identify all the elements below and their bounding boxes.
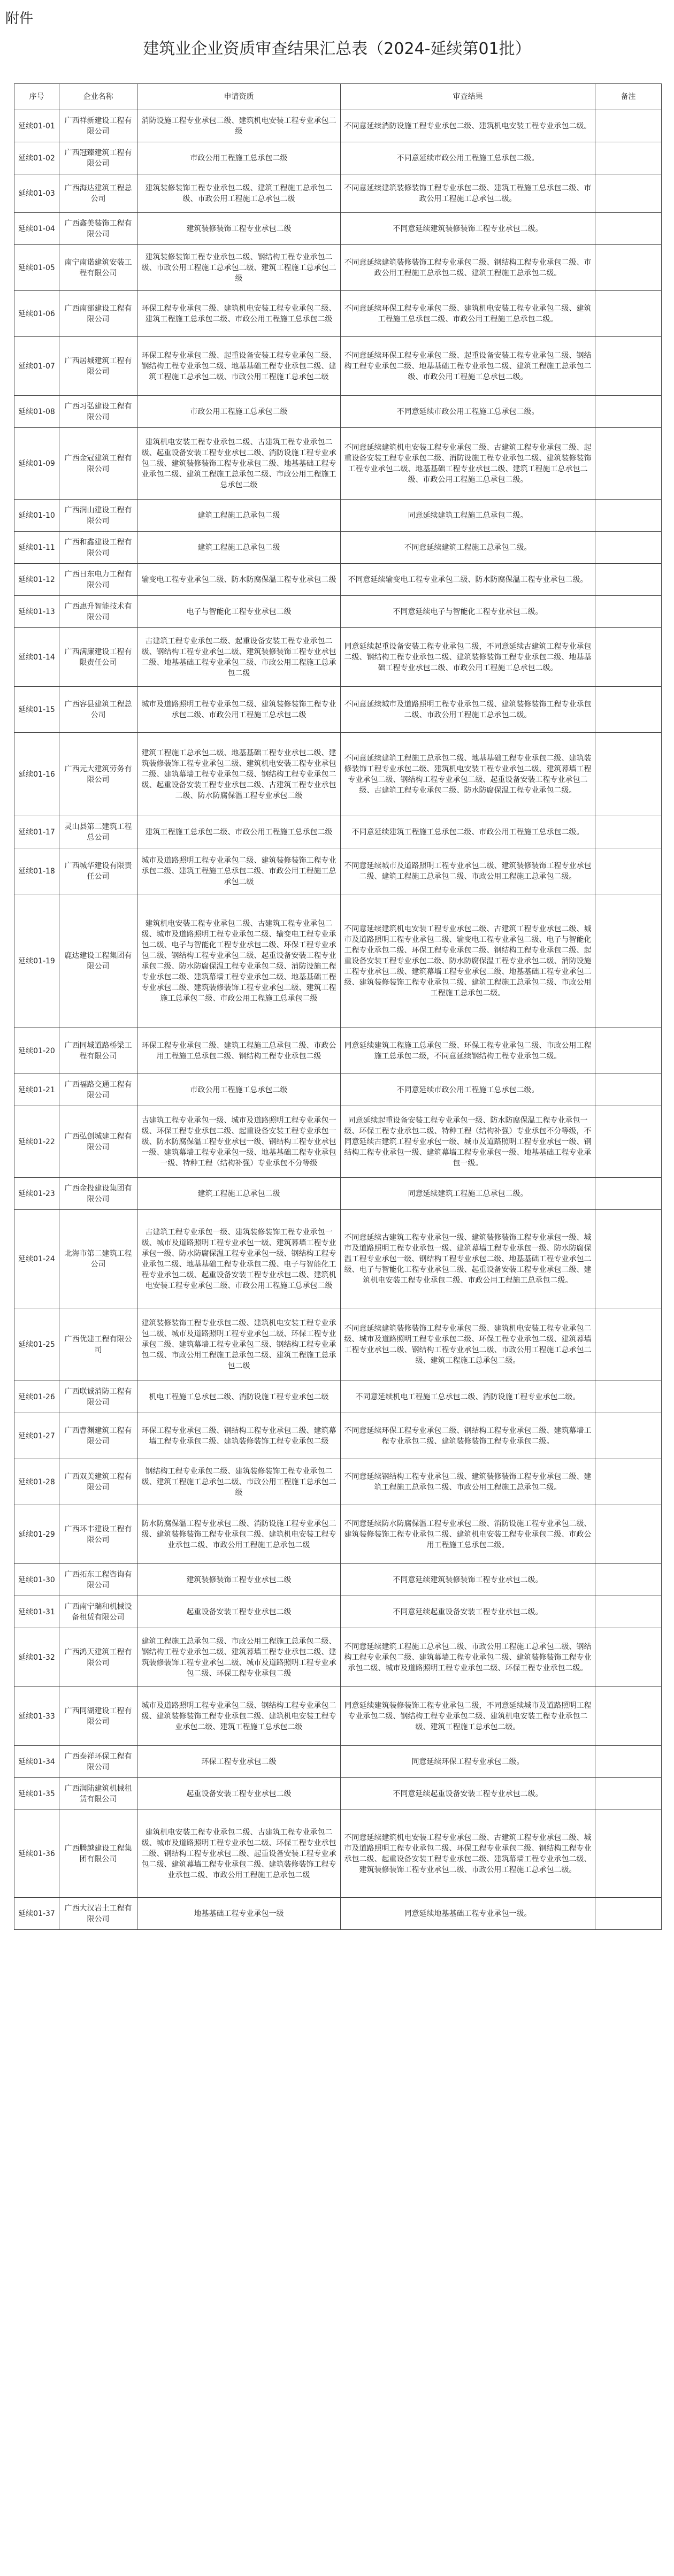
cell-index: 延续01-20 bbox=[14, 1028, 59, 1074]
cell-remark bbox=[595, 596, 662, 628]
cell-result: 不同意延续环保工程专业承包二级、钢结构工程专业承包二级、建筑幕墙工程专业承包二级、建筑装修装饰工程专业承包二级。 bbox=[341, 1413, 595, 1459]
cell-applied: 建筑装修装饰工程专业承包二级、钢结构工程专业承包二级、市政公用工程施工总承包二级、建筑工程施工总承包二级 bbox=[137, 245, 341, 291]
cell-company: 广西海达建筑工程总公司 bbox=[59, 174, 137, 213]
cell-result: 同意延续环保工程专业承包二级。 bbox=[341, 1746, 595, 1778]
table-row bbox=[14, 1381, 662, 1413]
cell-applied: 输变电工程专业承包二级、防水防腐保温工程专业承包二级 bbox=[137, 564, 341, 596]
table-row bbox=[14, 1505, 662, 1564]
cell-index: 延续01-28 bbox=[14, 1459, 59, 1505]
cell-applied: 建筑装修装饰工程专业承包二级 bbox=[137, 213, 341, 245]
cell-company: 广西环丰建设工程有限公司 bbox=[59, 1505, 137, 1564]
cell-applied: 建筑工程施工总承包二级、市政公用工程施工总承包二级、钢结构工程专业承包二级、建筑幕墙工程专业承包二级、建筑装修装饰工程专业承包二级、城市及道路照明工程专业承包二级、环保工程专业承包二级 bbox=[137, 1628, 341, 1687]
cell-company: 广西居城建筑工程有限公司 bbox=[59, 337, 137, 396]
cell-applied: 环保工程专业承包二级、钢结构工程专业承包二级、建筑幕墙工程专业承包二级、建筑装修装饰工程专业承包二级 bbox=[137, 1413, 341, 1459]
cell-index: 延续01-26 bbox=[14, 1381, 59, 1413]
cell-applied: 建筑工程施工总承包二级、市政公用工程施工总承包二级 bbox=[137, 816, 341, 848]
table-row bbox=[14, 1459, 662, 1505]
cell-remark bbox=[595, 1459, 662, 1505]
cell-company: 广西城华建设有限责任公司 bbox=[59, 848, 137, 894]
results-table bbox=[14, 83, 662, 1930]
header-result: 审查结果 bbox=[341, 84, 595, 110]
attachment-label: 附件 bbox=[5, 11, 34, 27]
cell-result: 不同意延续电子与智能化工程专业承包二级。 bbox=[341, 596, 595, 628]
cell-applied: 防水防腐保温工程专业承包二级、消防设施工程专业承包二级、建筑装修装饰工程专业承包二级、建筑机电安装工程专业承包二级、市政公用工程施工总承包二级 bbox=[137, 1505, 341, 1564]
cell-remark bbox=[595, 1210, 662, 1308]
cell-remark bbox=[595, 628, 662, 687]
cell-applied: 环保工程专业承包二级、起重设备安装工程专业承包二级、钢结构工程专业承包二级、地基基础工程专业承包二级、建筑工程施工总承包二级、市政公用工程施工总承包二级 bbox=[137, 337, 341, 396]
cell-remark bbox=[595, 1074, 662, 1106]
table-row bbox=[14, 1596, 662, 1628]
cell-result: 不同意延续市政公用工程施工总承包二级。 bbox=[341, 1074, 595, 1106]
cell-applied: 建筑工程施工总承包二级、地基基础工程专业承包二级、建筑装修装饰工程专业承包二级、建筑机电安装工程专业承包二级、建筑幕墙工程专业承包二级、钢结构工程专业承包二级、起重设备安装工程专业承包二级、古建筑工程专业承包二级、防水防腐保温工程专业承包二级 bbox=[137, 733, 341, 816]
cell-result: 不同意延续建筑工程施工总承包二级、市政公用工程施工总承包二级、钢结构工程专业承包二级、建筑幕墙工程专业承包二级、建筑装修装饰工程专业承包二级、城市及道路照明工程专业承包二级、环保工程专业承包二级。 bbox=[341, 1628, 595, 1687]
cell-remark bbox=[595, 1178, 662, 1210]
cell-index: 延续01-14 bbox=[14, 628, 59, 687]
cell-company: 广西同湖建设工程有限公司 bbox=[59, 1687, 137, 1746]
cell-index: 延续01-06 bbox=[14, 291, 59, 337]
cell-remark bbox=[595, 1596, 662, 1628]
table-row bbox=[14, 1898, 662, 1930]
cell-applied: 建筑装修装饰工程专业承包二级 bbox=[137, 1564, 341, 1596]
cell-remark bbox=[595, 1810, 662, 1898]
table-row bbox=[14, 1413, 662, 1459]
table-row bbox=[14, 174, 662, 213]
cell-company: 鹿达建设工程集团有限公司 bbox=[59, 894, 137, 1028]
cell-applied: 建筑装修装饰工程专业承包二级、建筑机电安装工程专业承包二级、城市及道路照明工程专业承包二级、环保工程专业承包二级、建筑幕墙工程专业承包二级、钢结构工程专业承包二级、市政公用工程施工总承包二级、建筑工程施工总承包二级 bbox=[137, 1308, 341, 1381]
cell-remark bbox=[595, 894, 662, 1028]
cell-result: 不同意延续古建筑工程专业承包一级、建筑装修装饰工程专业承包一级、城市及道路照明工程专业承包一级、建筑幕墙工程专业承包一级、防水防腐保温工程专业承包一级、钢结构工程专业承包二级、地基基础工程专业承包二级、电子与智能化工程专业承包二级、起重设备安装工程专业承包二级、建筑机电安装工程专业承包二级、市政公用工程施工总承包二级。 bbox=[341, 1210, 595, 1308]
table-row bbox=[14, 142, 662, 174]
cell-applied: 城市及道路照明工程专业承包二级、钢结构工程专业承包二级、建筑装修装饰工程专业承包二级、建筑机电安装工程专业承包二级、建筑工程施工总承包二级 bbox=[137, 1687, 341, 1746]
cell-remark bbox=[595, 1746, 662, 1778]
cell-company: 广西腾越建设工程集团有限公司 bbox=[59, 1810, 137, 1898]
cell-applied: 环保工程专业承包二级 bbox=[137, 1746, 341, 1778]
table-row bbox=[14, 1687, 662, 1746]
cell-result: 不同意延续环保工程专业承包二级、建筑机电安装工程专业承包二级、建筑工程施工总承包二级、市政公用工程施工总承包二级。 bbox=[341, 291, 595, 337]
table-body bbox=[14, 110, 662, 1930]
cell-remark bbox=[595, 396, 662, 428]
table-row bbox=[14, 628, 662, 687]
cell-applied: 消防设施工程专业承包二级、建筑机电安装工程专业承包二级 bbox=[137, 110, 341, 142]
table-row bbox=[14, 1210, 662, 1308]
cell-applied: 起重设备安装工程专业承包二级 bbox=[137, 1778, 341, 1810]
cell-index: 延续01-33 bbox=[14, 1687, 59, 1746]
cell-company: 广西容县建筑工程总公司 bbox=[59, 687, 137, 733]
cell-company: 广西惠升智能技术有限公司 bbox=[59, 596, 137, 628]
cell-result: 不同意延续环保工程专业承包二级、起重设备安装工程专业承包二级、钢结构工程专业承包二级、地基基础工程专业承包二级、建筑工程施工总承包二级、市政公用工程施工总承包二级。 bbox=[341, 337, 595, 396]
cell-company: 广西润山建设工程有限公司 bbox=[59, 500, 137, 532]
table-row bbox=[14, 1628, 662, 1687]
cell-result: 不同意延续城市及道路照明工程专业承包二级、建筑装修装饰工程专业承包二级、建筑工程施工总承包二级、市政公用工程施工总承包二级。 bbox=[341, 848, 595, 894]
cell-applied: 建筑装修装饰工程专业承包二级、建筑工程施工总承包二级、市政公用工程施工总承包二级 bbox=[137, 174, 341, 213]
cell-company: 南宁南诺建筑安装工程有限公司 bbox=[59, 245, 137, 291]
cell-index: 延续01-34 bbox=[14, 1746, 59, 1778]
cell-remark bbox=[595, 848, 662, 894]
table-row bbox=[14, 213, 662, 245]
table-row bbox=[14, 894, 662, 1028]
cell-company: 广西和鑫建设工程有限公司 bbox=[59, 532, 137, 564]
cell-result: 同意延续建筑装修装饰工程专业承包二级，不同意延续城市及道路照明工程专业承包二级、钢结构工程专业承包二级、建筑机电安装工程专业承包二级、建筑工程施工总承包二级。 bbox=[341, 1687, 595, 1746]
cell-applied: 建筑工程施工总承包二级 bbox=[137, 532, 341, 564]
cell-remark bbox=[595, 564, 662, 596]
cell-remark bbox=[595, 1413, 662, 1459]
cell-company: 灵山县第二建筑工程总公司 bbox=[59, 816, 137, 848]
cell-applied: 古建筑工程专业承包二级、起重设备安装工程专业承包二级、钢结构工程专业承包二级、建筑装修装饰工程专业承包二级、地基基础工程专业承包二级、市政公用工程施工总承包二级 bbox=[137, 628, 341, 687]
cell-company: 广西曹渊建筑工程有限公司 bbox=[59, 1413, 137, 1459]
cell-index: 延续01-35 bbox=[14, 1778, 59, 1810]
table-row bbox=[14, 733, 662, 816]
cell-applied: 建筑工程施工总承包二级 bbox=[137, 1178, 341, 1210]
cell-result: 不同意延续建筑工程施工总承包二级。 bbox=[341, 532, 595, 564]
cell-result: 不同意延续建筑装修装饰工程专业承包二级、建筑工程施工总承包二级、市政公用工程施工总承包二级。 bbox=[341, 174, 595, 213]
table-row bbox=[14, 245, 662, 291]
cell-remark bbox=[595, 213, 662, 245]
cell-result: 同意延续建筑工程施工总承包二级。 bbox=[341, 1178, 595, 1210]
header-index: 序号 bbox=[14, 84, 59, 110]
table-row bbox=[14, 1106, 662, 1178]
header-applied: 申请资质 bbox=[137, 84, 341, 110]
table-row bbox=[14, 596, 662, 628]
cell-result: 不同意延续城市及道路照明工程专业承包二级、建筑装修装饰工程专业承包二级、市政公用工程施工总承包二级。 bbox=[341, 687, 595, 733]
cell-remark bbox=[595, 1628, 662, 1687]
header-remark: 备注 bbox=[595, 84, 662, 110]
cell-company: 广西冠臻建筑工程有限公司 bbox=[59, 142, 137, 174]
cell-index: 延续01-17 bbox=[14, 816, 59, 848]
cell-result: 不同意延续防水防腐保温工程专业承包二级、消防设施工程专业承包二级、建筑装修装饰工程专业承包二级、建筑机电安装工程专业承包二级、市政公用工程施工总承包二级。 bbox=[341, 1505, 595, 1564]
cell-result: 不同意延续起重设备安装工程专业承包二级。 bbox=[341, 1778, 595, 1810]
cell-index: 延续01-01 bbox=[14, 110, 59, 142]
cell-index: 延续01-32 bbox=[14, 1628, 59, 1687]
cell-remark bbox=[595, 1308, 662, 1381]
cell-index: 延续01-15 bbox=[14, 687, 59, 733]
cell-applied: 古建筑工程专业承包一级、建筑装修装饰工程专业承包一级、城市及道路照明工程专业承包一级、建筑幕墙工程专业承包一级、防水防腐保温工程专业承包一级、钢结构工程专业承包二级、地基基础工程专业承包二级、电子与智能化工程专业承包二级、起重设备安装工程专业承包二级、建筑机电安装工程专业承包二级、市政公用工程施工总承包二级 bbox=[137, 1210, 341, 1308]
cell-company: 广西日东电力工程有限公司 bbox=[59, 564, 137, 596]
cell-index: 延续01-22 bbox=[14, 1106, 59, 1178]
cell-company: 广西泰祥环保工程有限公司 bbox=[59, 1746, 137, 1778]
cell-applied: 起重设备安装工程专业承包二级 bbox=[137, 1596, 341, 1628]
table-row bbox=[14, 1746, 662, 1778]
cell-index: 延续01-10 bbox=[14, 500, 59, 532]
cell-remark bbox=[595, 245, 662, 291]
table-row bbox=[14, 687, 662, 733]
cell-applied: 建筑机电安装工程专业承包二级、古建筑工程专业承包二级、城市及道路照明工程专业承包二级、输变电工程专业承包二级、电子与智能化工程专业承包二级、环保工程专业承包二级、钢结构工程专业承包二级、起重设备安装工程专业承包二级、防水防腐保温工程专业承包二级、消防设施工程专业承包二级、建筑幕墙工程专业承包二级、地基基础工程专业承包二级、建筑装修装饰工程专业承包二级、建筑工程施工总承包二级、市政公用工程施工总承包二级 bbox=[137, 894, 341, 1028]
cell-index: 延续01-03 bbox=[14, 174, 59, 213]
cell-result: 不同意延续建筑装修装饰工程专业承包二级。 bbox=[341, 1564, 595, 1596]
cell-index: 延续01-18 bbox=[14, 848, 59, 894]
cell-result: 不同意延续消防设施工程专业承包二级、建筑机电安装工程专业承包二级。 bbox=[341, 110, 595, 142]
table-row bbox=[14, 500, 662, 532]
table-row bbox=[14, 396, 662, 428]
cell-company: 广西优建工程有限公司 bbox=[59, 1308, 137, 1381]
table-row bbox=[14, 428, 662, 500]
cell-result: 不同意延续机电工程施工总承包二级、消防设施工程专业承包二级。 bbox=[341, 1381, 595, 1413]
cell-remark bbox=[595, 532, 662, 564]
cell-remark bbox=[595, 500, 662, 532]
cell-company: 广西元大建筑劳务有限公司 bbox=[59, 733, 137, 816]
cell-applied: 机电工程施工总承包二级、消防设施工程专业承包二级 bbox=[137, 1381, 341, 1413]
cell-applied: 电子与智能化工程专业承包二级 bbox=[137, 596, 341, 628]
cell-remark bbox=[595, 733, 662, 816]
cell-remark bbox=[595, 1028, 662, 1074]
cell-company: 广西祥新建设工程有限公司 bbox=[59, 110, 137, 142]
cell-index: 延续01-27 bbox=[14, 1413, 59, 1459]
cell-index: 延续01-29 bbox=[14, 1505, 59, 1564]
cell-result: 同意延续起重设备安装工程专业承包二级，不同意延续古建筑工程专业承包二级、钢结构工程专业承包二级、建筑装修装饰工程专业承包二级、地基基础工程专业承包二级、市政公用工程施工总承包二级。 bbox=[341, 628, 595, 687]
cell-index: 延续01-16 bbox=[14, 733, 59, 816]
cell-applied: 建筑机电安装工程专业承包二级、古建筑工程专业承包二级、起重设备安装工程专业承包二级、消防设施工程专业承包二级、建筑装修装饰工程专业承包二级、地基基础工程专业承包二级、建筑工程施工总承包二级、市政公用工程施工总承包二级 bbox=[137, 428, 341, 500]
cell-result: 不同意延续建筑装修装饰工程专业承包二级、建筑机电安装工程专业承包二级、城市及道路照明工程专业承包二级、环保工程专业承包二级、建筑幕墙工程专业承包二级、钢结构工程专业承包二级、市政公用工程施工总承包二级、建筑工程施工总承包二级。 bbox=[341, 1308, 595, 1381]
cell-index: 延续01-07 bbox=[14, 337, 59, 396]
cell-applied: 地基基础工程专业承包一级 bbox=[137, 1898, 341, 1930]
table-row bbox=[14, 1564, 662, 1596]
cell-index: 延续01-21 bbox=[14, 1074, 59, 1106]
cell-remark bbox=[595, 687, 662, 733]
cell-applied: 城市及道路照明工程专业承包二级、建筑装修装饰工程专业承包二级、市政公用工程施工总承包二级 bbox=[137, 687, 341, 733]
cell-applied: 环保工程专业承包二级、建筑工程施工总承包二级、市政公用工程施工总承包二级、钢结构工程专业承包二级 bbox=[137, 1028, 341, 1074]
cell-index: 延续01-19 bbox=[14, 894, 59, 1028]
cell-remark bbox=[595, 1106, 662, 1178]
table-row bbox=[14, 1778, 662, 1810]
cell-company: 广西习弘建设工程有限公司 bbox=[59, 396, 137, 428]
cell-company: 广西福路交通工程有限公司 bbox=[59, 1074, 137, 1106]
header-company: 企业名称 bbox=[59, 84, 137, 110]
cell-company: 广西大汉岩土工程有限公司 bbox=[59, 1898, 137, 1930]
page-title: 建筑业企业资质审查结果汇总表（2024-延续第01批） bbox=[143, 40, 531, 58]
cell-result: 不同意延续钢结构工程专业承包二级、建筑装修装饰工程专业承包二级、建筑工程施工总承包二级、市政公用工程施工总承包二级。 bbox=[341, 1459, 595, 1505]
cell-applied: 钢结构工程专业承包二级、建筑装修装饰工程专业承包二级、建筑工程施工总承包二级、市政公用工程施工总承包二级 bbox=[137, 1459, 341, 1505]
table-row bbox=[14, 1810, 662, 1898]
cell-company: 北海市第二建筑工程公司 bbox=[59, 1210, 137, 1308]
table-header-row bbox=[14, 84, 662, 110]
cell-index: 延续01-37 bbox=[14, 1898, 59, 1930]
cell-applied: 古建筑工程专业承包一级、城市及道路照明工程专业承包一级、环保工程专业承包二级、起重设备安装工程专业承包一级、防水防腐保温工程专业承包一级、钢结构工程专业承包一级、建筑幕墙工程专业承包一级、地基基础工程专业承包一级、特种工程（结构补强）专业承包不分等级 bbox=[137, 1106, 341, 1178]
cell-result: 不同意延续建筑装修装饰工程专业承包二级。 bbox=[341, 213, 595, 245]
cell-company: 广西双美建筑工程有限公司 bbox=[59, 1459, 137, 1505]
cell-index: 延续01-08 bbox=[14, 396, 59, 428]
table-row bbox=[14, 848, 662, 894]
cell-index: 延续01-31 bbox=[14, 1596, 59, 1628]
cell-company: 广西金冠建筑工程有限公司 bbox=[59, 428, 137, 500]
table-row bbox=[14, 816, 662, 848]
cell-remark bbox=[595, 291, 662, 337]
cell-remark bbox=[595, 1564, 662, 1596]
cell-index: 延续01-04 bbox=[14, 213, 59, 245]
cell-applied: 城市及道路照明工程专业承包二级、建筑装修装饰工程专业承包二级、建筑工程施工总承包二级、市政公用工程施工总承包二级 bbox=[137, 848, 341, 894]
cell-company: 广西满廉建设工程有限责任公司 bbox=[59, 628, 137, 687]
cell-result: 不同意延续建筑机电安装工程专业承包二级、古建筑工程专业承包二级、城市及道路照明工程专业承包二级、环保工程专业承包二级、钢结构工程专业承包二级、起重设备安装工程专业承包二级、建筑幕墙工程专业承包二级、建筑装修装饰工程专业承包二级、市政公用工程施工总承包二级。 bbox=[341, 1810, 595, 1898]
cell-index: 延续01-23 bbox=[14, 1178, 59, 1210]
cell-remark bbox=[595, 816, 662, 848]
cell-applied: 建筑机电安装工程专业承包二级、古建筑工程专业承包二级、城市及道路照明工程专业承包二级、环保工程专业承包二级、钢结构工程专业承包二级、起重设备安装工程专业承包二级、建筑幕墙工程专业承包二级、建筑装修装饰工程专业承包二级、市政公用工程施工总承包二级 bbox=[137, 1810, 341, 1898]
cell-remark bbox=[595, 1687, 662, 1746]
cell-company: 广西金投建设集团有限公司 bbox=[59, 1178, 137, 1210]
cell-applied: 市政公用工程施工总承包二级 bbox=[137, 142, 341, 174]
cell-result: 同意延续起重设备安装工程专业承包一级、防水防腐保温工程专业承包一级、环保工程专业承包二级、特种工程（结构补强）专业承包不分等级，不同意延续古建筑工程专业承包一级、城市及道路照明工程专业承包一级、钢结构工程专业承包一级、建筑幕墙工程专业承包一级、地基基础工程专业承包一级。 bbox=[341, 1106, 595, 1178]
cell-applied: 建筑工程施工总承包二级 bbox=[137, 500, 341, 532]
table-row bbox=[14, 564, 662, 596]
cell-result: 不同意延续建筑工程施工总承包二级、地基基础工程专业承包二级、建筑装修装饰工程专业承包二级、建筑机电安装工程专业承包二级、建筑幕墙工程专业承包二级、钢结构工程专业承包二级、起重设备安装工程专业承包二级、古建筑工程专业承包二级、防水防腐保温工程专业承包二级。 bbox=[341, 733, 595, 816]
cell-result: 不同意延续建筑机电安装工程专业承包二级、古建筑工程专业承包二级、城市及道路照明工程专业承包二级、输变电工程专业承包二级、电子与智能化工程专业承包二级、环保工程专业承包二级、钢结构工程专业承包二级、起重设备安装工程专业承包二级、防水防腐保温工程专业承包二级、消防设施工程专业承包二级、建筑幕墙工程专业承包二级、地基基础工程专业承包二级、建筑装修装饰工程专业承包二级、建筑工程施工总承包二级、市政公用工程施工总承包二级。 bbox=[341, 894, 595, 1028]
cell-applied: 市政公用工程施工总承包二级 bbox=[137, 396, 341, 428]
table-row bbox=[14, 1308, 662, 1381]
table-row bbox=[14, 337, 662, 396]
cell-company: 广西拓东工程咨询有限公司 bbox=[59, 1564, 137, 1596]
cell-applied: 市政公用工程施工总承包二级 bbox=[137, 1074, 341, 1106]
cell-result: 不同意延续起重设备安装工程专业承包二级。 bbox=[341, 1596, 595, 1628]
cell-result: 不同意延续输变电工程专业承包二级、防水防腐保温工程专业承包二级。 bbox=[341, 564, 595, 596]
cell-company: 广西联诚消防工程有限公司 bbox=[59, 1381, 137, 1413]
cell-index: 延续01-25 bbox=[14, 1308, 59, 1381]
cell-result: 不同意延续市政公用工程施工总承包二级。 bbox=[341, 142, 595, 174]
cell-company: 广西润陆建筑机械租赁有限公司 bbox=[59, 1778, 137, 1810]
table-row bbox=[14, 1074, 662, 1106]
cell-index: 延续01-12 bbox=[14, 564, 59, 596]
cell-remark bbox=[595, 1898, 662, 1930]
cell-index: 延续01-24 bbox=[14, 1210, 59, 1308]
cell-result: 不同意延续建筑工程施工总承包二级、市政公用工程施工总承包二级。 bbox=[341, 816, 595, 848]
table-row bbox=[14, 532, 662, 564]
table-row bbox=[14, 110, 662, 142]
cell-company: 广西南宁瑞和机械设备租赁有限公司 bbox=[59, 1596, 137, 1628]
cell-remark bbox=[595, 337, 662, 396]
cell-remark bbox=[595, 1505, 662, 1564]
cell-company: 广西南部建设工程有限公司 bbox=[59, 291, 137, 337]
cell-result: 不同意延续建筑装修装饰工程专业承包二级、钢结构工程专业承包二级、市政公用工程施工总承包二级、建筑工程施工总承包二级。 bbox=[341, 245, 595, 291]
cell-company: 广西同城道路桥梁工程有限公司 bbox=[59, 1028, 137, 1074]
cell-company: 广西鑫美装饰工程有限公司 bbox=[59, 213, 137, 245]
cell-result: 不同意延续建筑机电安装工程专业承包二级、古建筑工程专业承包二级、起重设备安装工程专业承包二级、消防设施工程专业承包二级、建筑装修装饰工程专业承包二级、地基基础工程专业承包二级、建筑工程施工总承包二级、市政公用工程施工总承包二级。 bbox=[341, 428, 595, 500]
cell-index: 延续01-02 bbox=[14, 142, 59, 174]
table-row bbox=[14, 1028, 662, 1074]
cell-index: 延续01-13 bbox=[14, 596, 59, 628]
cell-applied: 环保工程专业承包二级、建筑机电安装工程专业承包二级、建筑工程施工总承包二级、市政公用工程施工总承包二级 bbox=[137, 291, 341, 337]
cell-remark bbox=[595, 428, 662, 500]
cell-result: 不同意延续市政公用工程施工总承包二级。 bbox=[341, 396, 595, 428]
cell-remark bbox=[595, 1381, 662, 1413]
cell-remark bbox=[595, 142, 662, 174]
cell-index: 延续01-36 bbox=[14, 1810, 59, 1898]
cell-index: 延续01-11 bbox=[14, 532, 59, 564]
cell-company: 广西鸿天建筑工程有限公司 bbox=[59, 1628, 137, 1687]
cell-remark bbox=[595, 1778, 662, 1810]
cell-result: 同意延续建筑工程施工总承包二级。 bbox=[341, 500, 595, 532]
cell-company: 广西弘创城建工程有限公司 bbox=[59, 1106, 137, 1178]
table-row bbox=[14, 1178, 662, 1210]
cell-result: 同意延续地基基础工程专业承包一级。 bbox=[341, 1898, 595, 1930]
cell-index: 延续01-09 bbox=[14, 428, 59, 500]
cell-remark bbox=[595, 110, 662, 142]
cell-index: 延续01-05 bbox=[14, 245, 59, 291]
table-row bbox=[14, 291, 662, 337]
cell-remark bbox=[595, 174, 662, 213]
cell-index: 延续01-30 bbox=[14, 1564, 59, 1596]
cell-result: 同意延续建筑工程施工总承包二级、环保工程专业承包二级、市政公用工程施工总承包二级，不同意延续钢结构工程专业承包二级。 bbox=[341, 1028, 595, 1074]
